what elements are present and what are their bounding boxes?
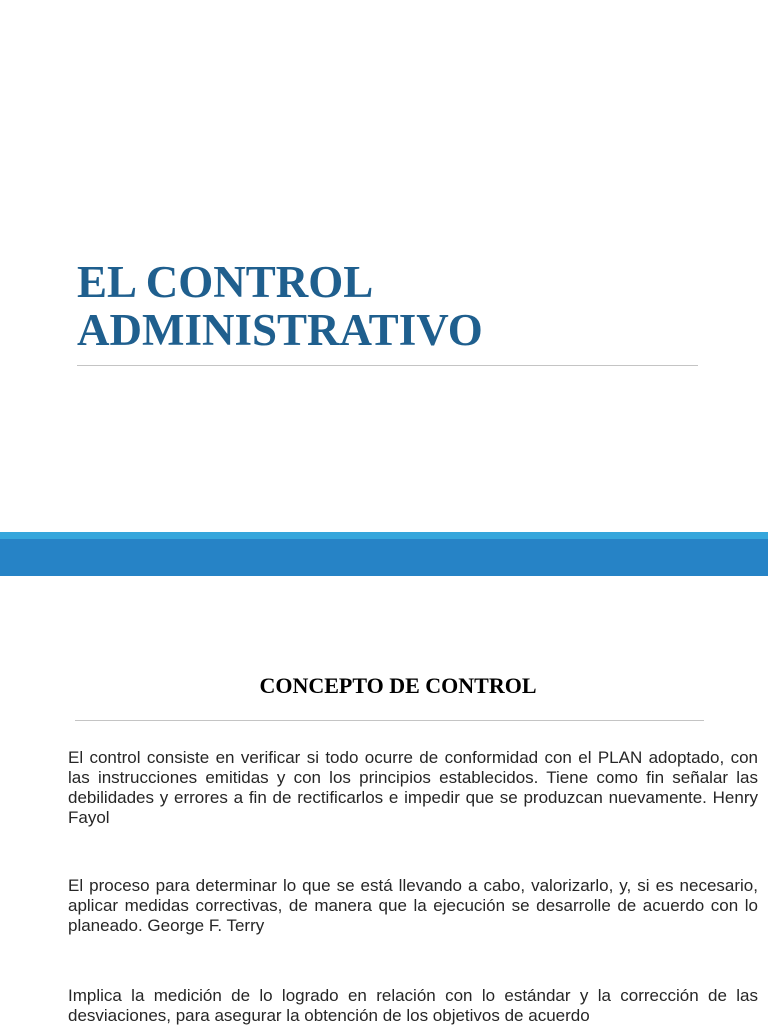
title-divider bbox=[77, 365, 698, 366]
paragraph-measurement: Implica la medición de lo logrado en relación con lo estándar y la corrección de las desviaciones, para asegurar la obtención de los objetivos de acuerdo bbox=[68, 986, 758, 1025]
paragraph-terry: El proceso para determinar lo que se está llevando a cabo, valorizarlo, y, si es necesario, aplicar medidas correctivas, de manera que la ejecución se desarrolle de acuerdo con lo planeado. George F. Terry bbox=[68, 876, 758, 935]
heading-divider bbox=[75, 720, 704, 721]
concept-slide bbox=[0, 576, 768, 1024]
title-line-1: EL CONTROL bbox=[77, 257, 374, 307]
slide-separator-light-band bbox=[0, 532, 768, 539]
title-line-2: ADMINISTRATIVO bbox=[77, 305, 483, 355]
slide-heading: CONCEPTO DE CONTROL bbox=[259, 673, 537, 698]
paragraph-fayol: El control consiste en verificar si todo ocurre de conformidad con el PLAN adoptado, con las instrucciones emitidas y con los principios establecidos. Tiene como fin señalar las debilidades y errores a fin de rectificarlos e impedir que se produzcan nuevamente. Henry Fayol bbox=[68, 748, 758, 827]
slide-title bbox=[77, 258, 717, 354]
slide-separator-dark-band bbox=[0, 539, 768, 576]
